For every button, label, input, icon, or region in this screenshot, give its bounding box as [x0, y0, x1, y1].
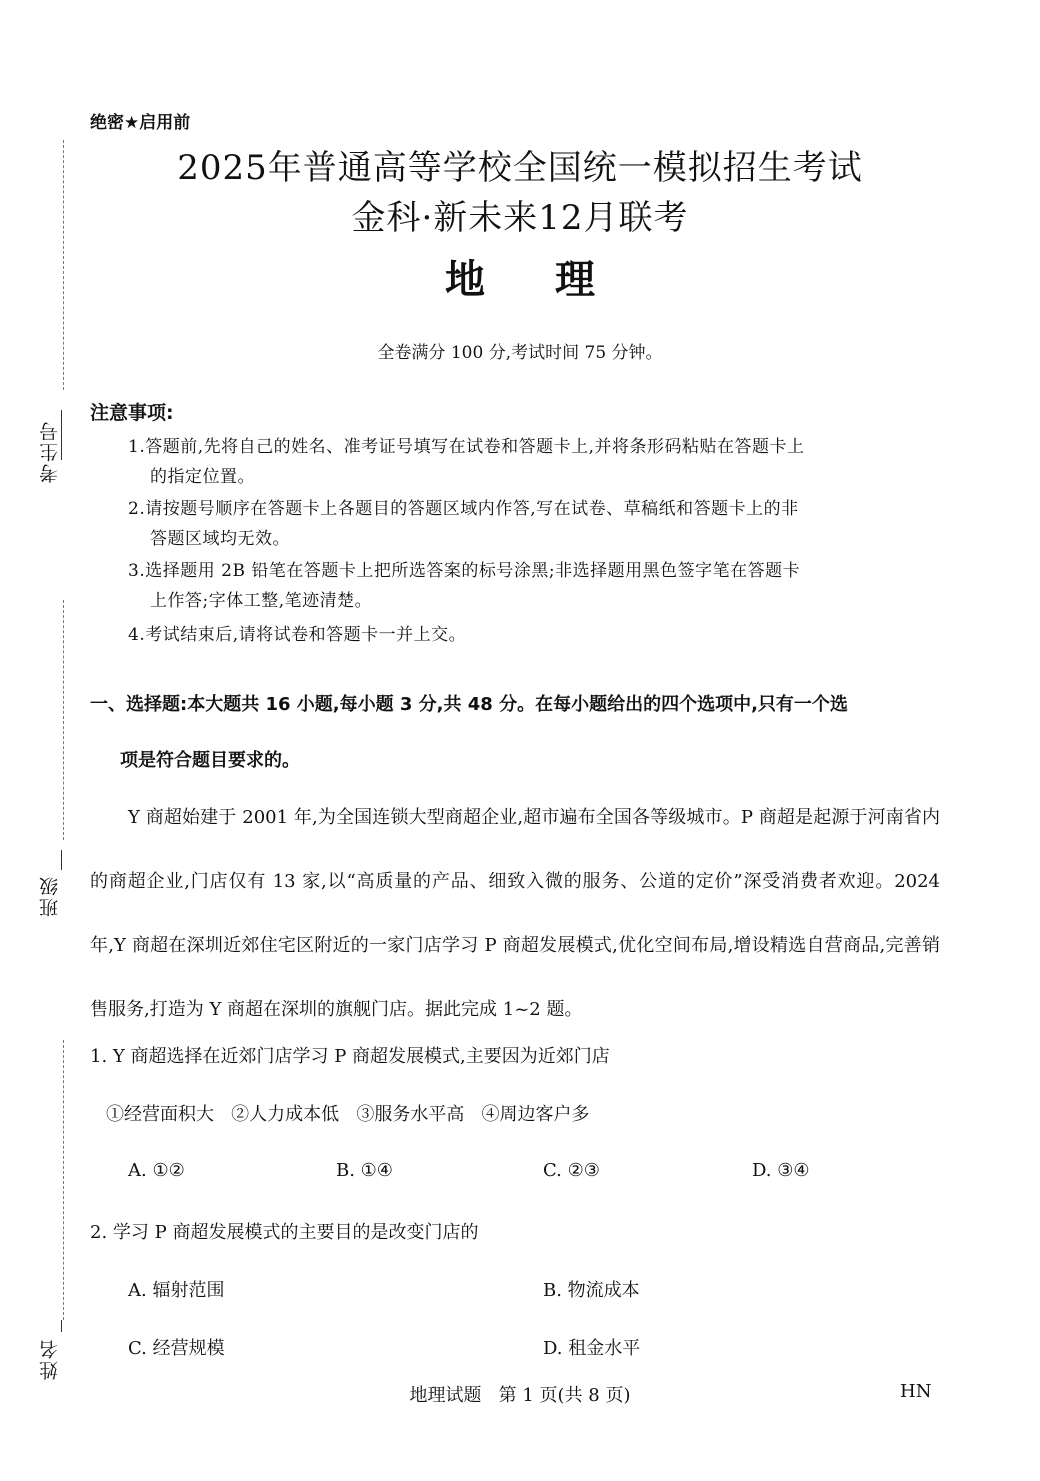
notice-title: 注意事项:: [90, 402, 174, 424]
q1-option-b: B. ①④: [336, 1160, 393, 1181]
q1-option-a: A. ①②: [128, 1160, 185, 1181]
subject-title: 地理: [445, 257, 665, 303]
notice-item: 4.考试结束后,请将试卷和答题卡一并上交。: [128, 625, 467, 645]
page-footer: 地理试题 第 1 页(共 8 页): [409, 1385, 631, 1406]
notice-item: 2.请按题号顺序在答题卡上各题目的答题区域内作答,写在试卷、草稿纸和答题卡上的非 答题区域均无效。: [128, 499, 799, 549]
binding-dashed-line: [63, 1040, 64, 1320]
name-underline: [61, 1320, 62, 1332]
question-1-stem: 1. Y 商超选择在近郊门店学习 P 商超发展模式,主要因为近郊门店: [90, 1046, 610, 1067]
class-label: 班级: [39, 875, 61, 917]
q2-option-a: A. 辐射范围: [128, 1280, 225, 1301]
passage: Y 商超始建于 2001 年,为全国连锁大型商超企业,超市遍布全国各等级城市。P 商超是起源于河南省内的商超企业,门店仅有 13 家,以“高质量的产品、细致入微的服务、公道的定价”深受消费者欢迎。2024 年,Y 商超在深圳近郊住宅区附近的一家门店学习 P 商超发展模式,优化空间布局,增设精选自营商品,完善销售服务,打造为 Y 商超在深圳的旗舰门店。据此完成 1~2 题。: [90, 807, 940, 1020]
binding-dashed-line: [63, 600, 64, 840]
q2-option-d: D. 租金水平: [543, 1338, 641, 1359]
question-2-stem: 2. 学习 P 商超发展模式的主要目的是改变门店的: [90, 1222, 479, 1243]
exam-subtitle: 金科·新未来12月联考: [351, 198, 689, 238]
name-label: 姓名: [39, 1338, 61, 1380]
q2-option-c: C. 经营规模: [128, 1338, 225, 1359]
confidential-label: 绝密★启用前: [90, 113, 191, 133]
region-code: HN: [900, 1381, 932, 1402]
q1-option-c: C. ②③: [543, 1160, 600, 1181]
notice-item: 1.答题前,先将自己的姓名、准考证号填写在试卷和答题卡上,并将条形码粘贴在答题卡上 的指定位置。: [128, 437, 805, 487]
exam-title: 2025年普通高等学校全国统一模拟招生考试: [177, 148, 863, 188]
exam-number-label: 考生号: [39, 420, 61, 483]
notice-item: 3.选择题用 2B 铅笔在答题卡上把所选答案的标号涂黑;非选择题用黑色签字笔在答题卡 上作答;字体工整,笔迹清楚。: [128, 561, 801, 611]
score-info: 全卷满分 100 分,考试时间 75 分钟。: [377, 343, 663, 363]
q1-option-d: D. ③④: [752, 1160, 810, 1181]
section-heading-cont: 项是符合题目要求的。: [120, 750, 300, 771]
question-1-items: ①经营面积大 ②人力成本低 ③服务水平高 ④周边客户多: [106, 1104, 590, 1125]
section-heading: 一、选择题:本大题共 16 小题,每小题 3 分,共 48 分。在每小题给出的四个选项中,只有一个选: [90, 694, 848, 715]
class-underline: [61, 850, 62, 870]
q2-option-b: B. 物流成本: [543, 1280, 640, 1301]
